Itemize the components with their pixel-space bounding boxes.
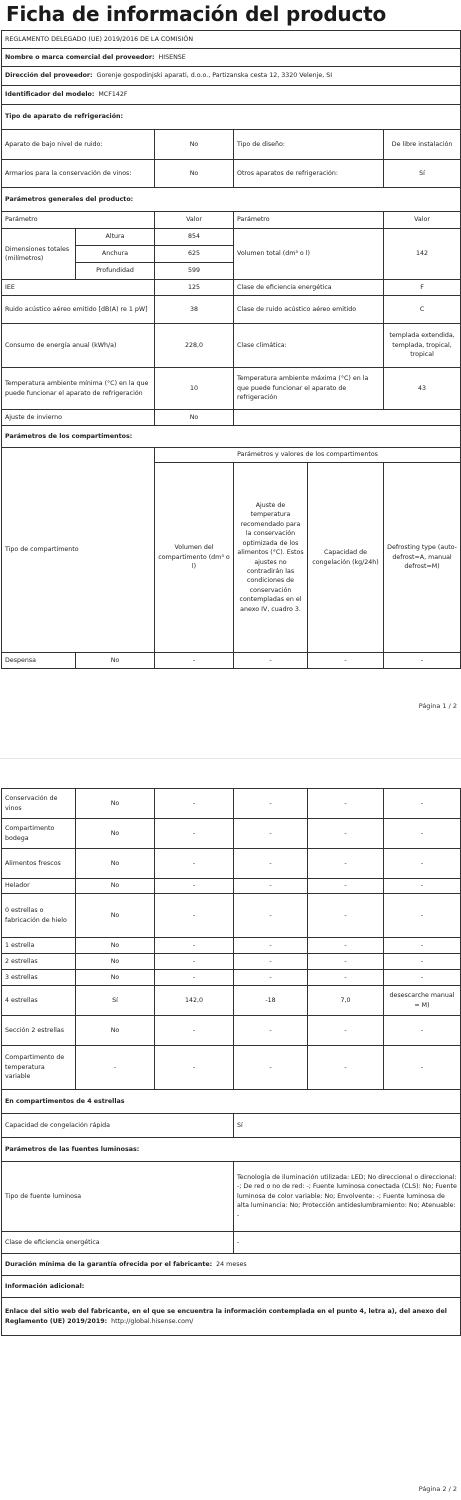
compartment-freezing: -	[308, 819, 384, 849]
freezing-col-header: Capacidad de congelación (kg/24h)	[308, 463, 384, 653]
compartment-temp: -	[234, 653, 308, 669]
compartment-defrost: -	[384, 789, 461, 819]
compartment-present: No	[76, 789, 155, 819]
compartment-temp: -	[234, 970, 308, 986]
light-class-label: Clase de eficiencia energética	[2, 1232, 234, 1254]
min-temp-label: Temperatura ambiente mínima (°C) en la que puede funcionar el aparato de refrigeración	[2, 368, 155, 410]
compartment-name: Sección 2 estrellas	[2, 1016, 76, 1046]
noise-class-label: Clase de ruido acústico aéreo emitido	[234, 296, 384, 324]
light-source-heading: Parámetros de las fuentes luminosas:	[2, 1138, 461, 1162]
supplier-address-value: Gorenje gospodinjski aparati, d.o.o., Partizanska cesta 12, 3320 Velenje, SI	[96, 72, 333, 80]
table-row	[2, 1016, 461, 1046]
compartment-freezing: -	[308, 970, 384, 986]
compartment-present: No	[76, 653, 155, 669]
empty-cell	[234, 410, 461, 426]
compartment-volume: -	[155, 894, 234, 938]
compartment-freezing: -	[308, 938, 384, 954]
compartment-present: No	[76, 849, 155, 879]
noise-class-value: C	[384, 296, 461, 324]
table-row	[2, 819, 461, 849]
iee-value: 125	[155, 280, 234, 296]
wine-cabinet-label: Armarios para la conservación de vinos:	[2, 160, 155, 188]
compartment-defrost: -	[384, 894, 461, 938]
document-title: Ficha de información del producto	[6, 2, 387, 26]
energy-consumption-label: Consumo de energía anual (kWh/a)	[2, 324, 155, 368]
light-type-label: Tipo de fuente luminosa	[2, 1162, 234, 1232]
compartment-name: 0 estrellas o fabricación de hielo	[2, 894, 76, 938]
fast-freeze-value: Sí	[234, 1114, 461, 1138]
compartment-volume: -	[155, 819, 234, 849]
min-temp-value: 10	[155, 368, 234, 410]
compartment-temp: -	[234, 1046, 308, 1090]
compartment-defrost: -	[384, 849, 461, 879]
compartment-defrost: -	[384, 970, 461, 986]
appliance-type-heading: Tipo de aparato de refrigeración:	[2, 105, 461, 130]
warranty-row	[2, 1254, 461, 1276]
compartment-volume: -	[155, 938, 234, 954]
compartment-temp: -	[234, 789, 308, 819]
compartment-volume: -	[155, 653, 234, 669]
compartment-temp: -	[234, 819, 308, 849]
light-type-value: Tecnología de iluminación utilizada: LED; No direccional o direccional: -; De red o no de red: -; Fuente luminosa conectada (CLS): No; Fuente luminosa de color variable: No; Envolvente: -; Fuente luminosa de alta luminancia: No; Protección antideslumbramiento: No; Atenuable: -	[234, 1162, 461, 1232]
page-separator	[0, 758, 461, 759]
winter-setting-value: No	[155, 410, 234, 426]
compartment-temp: -	[234, 849, 308, 879]
table-row	[2, 1046, 461, 1090]
compartment-present: Sí	[76, 986, 155, 1016]
product-info-table	[1, 30, 461, 669]
additional-info-heading: Información adicional:	[2, 1276, 461, 1298]
compartment-present: No	[76, 938, 155, 954]
compartment-volume: -	[155, 954, 234, 970]
warranty-label: Duración mínima de la garantía ofrecida por el fabricante:	[5, 1260, 213, 1268]
energy-class-value: F	[384, 280, 461, 296]
compartment-freezing: -	[308, 954, 384, 970]
dimensions-label: Dimensiones totales (milímetros)	[2, 229, 76, 280]
noise-label: Ruido acústico aéreo emitido [dB(A) re 1 pW]	[2, 296, 155, 324]
compartment-volume: 142,0	[155, 986, 234, 1016]
low-noise-value: No	[155, 130, 234, 160]
compartments-heading: Parámetros de los compartimentos:	[2, 426, 461, 448]
compartment-name: 4 estrellas	[2, 986, 76, 1016]
compartment-volume: -	[155, 970, 234, 986]
iee-label: IEE	[2, 280, 155, 296]
max-temp-label: Temperatura ambiente máxima (°C) en la que puede funcionar el aparato de refrigeración	[234, 368, 384, 410]
supplier-name-row	[2, 49, 461, 67]
compartment-volume: -	[155, 789, 234, 819]
table-row	[2, 894, 461, 938]
compartment-defrost: -	[384, 954, 461, 970]
compartment-volume: -	[155, 1016, 234, 1046]
four-star-heading: En compartimentos de 4 estrellas	[2, 1090, 461, 1114]
total-volume-value: 142	[384, 229, 461, 280]
manufacturer-link-label: Enlace del sitio web del fabricante, en el que se encuentra la información contemplada en el punto 4, letra a), del anexo del Reglamento (UE) 2019/2019:	[5, 1308, 447, 1325]
table-row	[2, 970, 461, 986]
compartment-name: 3 estrellas	[2, 970, 76, 986]
compartment-name: Despensa	[2, 653, 76, 669]
compartment-temp: -	[234, 1016, 308, 1046]
compartment-freezing: -	[308, 789, 384, 819]
compartment-defrost: -	[384, 1016, 461, 1046]
supplier-name-value: HISENSE	[158, 53, 186, 61]
model-value: MCF142F	[98, 91, 128, 99]
design-type-value: De libre instalación	[384, 130, 461, 160]
table-row	[2, 938, 461, 954]
compartment-defrost: -	[384, 879, 461, 894]
manufacturer-link[interactable]: http://global.hisense.com/	[111, 1317, 194, 1325]
table-row	[2, 653, 461, 669]
compartment-defrost: -	[384, 653, 461, 669]
model-label: Identificador del modelo:	[5, 91, 95, 99]
table-row	[2, 954, 461, 970]
depth-value: 599	[155, 263, 234, 280]
volume-col-header: Volumen del compartimento (dm³ o l)	[155, 463, 234, 653]
compartment-name: Compartimento de temperatura variable	[2, 1046, 76, 1090]
compartment-temp: -18	[234, 986, 308, 1016]
general-params-heading: Parámetros generales del producto:	[2, 188, 461, 212]
compartment-volume: -	[155, 849, 234, 879]
compartment-freezing: -	[308, 1046, 384, 1090]
supplier-address-row	[2, 67, 461, 86]
compartment-freezing: -	[308, 894, 384, 938]
compartment-name: Alimentos frescos	[2, 849, 76, 879]
width-label: Anchura	[76, 246, 155, 263]
compartment-freezing: -	[308, 653, 384, 669]
other-appliance-label: Otros aparatos de refrigeración:	[234, 160, 384, 188]
compartment-present: No	[76, 819, 155, 849]
table-row	[2, 849, 461, 879]
page-number: Página 1 / 2	[418, 702, 457, 710]
model-row	[2, 86, 461, 105]
manufacturer-link-row	[2, 1298, 461, 1336]
table-row	[2, 879, 461, 894]
total-volume-label: Volumen total (dm³ o l)	[234, 229, 384, 280]
compartment-present: No	[76, 879, 155, 894]
table-row	[2, 789, 461, 819]
compartments-table-continued	[1, 788, 461, 1336]
height-label: Altura	[76, 229, 155, 246]
supplier-address-label: Dirección del proveedor:	[5, 72, 93, 80]
param-header-right: Parámetro	[234, 212, 384, 229]
compartment-defrost: desescarche manual = M)	[384, 986, 461, 1016]
compartment-present: No	[76, 894, 155, 938]
compartment-freezing: -	[308, 1016, 384, 1046]
other-appliance-value: Sí	[384, 160, 461, 188]
compartment-name: Conservación de vinos	[2, 789, 76, 819]
temp-col-header: Ajuste de temperatura recomendado para la conservación optimizada de los alimentos (°C). Estos ajustes no contradirán las condiciones de conservación contempladas en el anexo IV, cuadro 3.	[234, 463, 308, 653]
warranty-value: 24 meses	[216, 1260, 247, 1268]
value-header-left: Valor	[155, 212, 234, 229]
energy-class-label: Clase de eficiencia energética	[234, 280, 384, 296]
depth-label: Profundidad	[76, 263, 155, 280]
compartment-defrost: -	[384, 1046, 461, 1090]
climate-class-label: Clase climática:	[234, 324, 384, 368]
page-2	[0, 760, 461, 1500]
defrost-col-header: Defrosting type (auto-defrost=A, manual defrost=M)	[384, 463, 461, 653]
compartment-volume: -	[155, 879, 234, 894]
param-header-left: Parámetro	[2, 212, 155, 229]
compartment-name: Helador	[2, 879, 76, 894]
energy-consumption-value: 228,0	[155, 324, 234, 368]
regulation-line: REGLAMENTO DELEGADO (UE) 2019/2016 DE LA COMISIÓN	[2, 31, 461, 49]
low-noise-label: Aparato de bajo nivel de ruido:	[2, 130, 155, 160]
light-class-value: -	[234, 1232, 461, 1254]
compartment-freezing: 7,0	[308, 986, 384, 1016]
compartment-temp: -	[234, 938, 308, 954]
compartment-temp: -	[234, 954, 308, 970]
fast-freeze-label: Capacidad de congelación rápida	[2, 1114, 234, 1138]
width-value: 625	[155, 246, 234, 263]
compartment-freezing: -	[308, 849, 384, 879]
compartment-defrost: -	[384, 938, 461, 954]
value-header-right: Valor	[384, 212, 461, 229]
compartment-name: Compartimento bodega	[2, 819, 76, 849]
winter-setting-label: Ajuste de invierno	[2, 410, 155, 426]
compartment-present: No	[76, 970, 155, 986]
compartment-name: 2 estrellas	[2, 954, 76, 970]
compartment-name: 1 estrella	[2, 938, 76, 954]
climate-class-value: templada extendida, templada, tropical, tropical	[384, 324, 461, 368]
wine-cabinet-value: No	[155, 160, 234, 188]
max-temp-value: 43	[384, 368, 461, 410]
noise-value: 38	[155, 296, 234, 324]
page-number: Página 2 / 2	[418, 1485, 457, 1493]
compartment-present: No	[76, 1016, 155, 1046]
compartment-volume: -	[155, 1046, 234, 1090]
compartment-type-header: Tipo de compartimento	[2, 448, 155, 653]
compartment-freezing: -	[308, 879, 384, 894]
compartment-present: -	[76, 1046, 155, 1090]
design-type-label: Tipo de diseño:	[234, 130, 384, 160]
supplier-name-label: Nombre o marca comercial del proveedor:	[5, 53, 155, 61]
compartment-present: No	[76, 954, 155, 970]
height-value: 854	[155, 229, 234, 246]
compartment-temp: -	[234, 894, 308, 938]
compartment-values-header: Parámetros y valores de los compartimentos	[155, 448, 461, 463]
table-row	[2, 986, 461, 1016]
compartment-defrost: -	[384, 819, 461, 849]
compartment-temp: -	[234, 879, 308, 894]
